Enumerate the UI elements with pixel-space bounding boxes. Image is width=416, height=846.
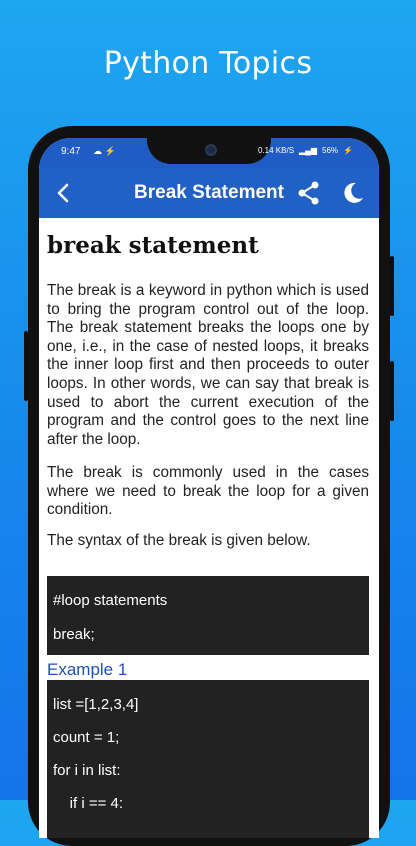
status-right [258, 146, 353, 155]
code-line: break; [53, 626, 95, 643]
front-camera-icon [205, 144, 217, 156]
side-button [390, 361, 394, 421]
article-paragraph: The break is commonly used in the cases where we need to break the loop for a given condition. [47, 464, 369, 519]
promo-title: Python Topics [103, 46, 313, 81]
status-time: 9:47 [61, 146, 81, 157]
code-line: for i in list: [53, 762, 121, 779]
example-code-block [47, 680, 369, 838]
dark-mode-icon[interactable] [339, 179, 367, 207]
signal-icon: ▂▄▆ [299, 146, 318, 155]
notification-icons: ☁ ⚡ [93, 146, 116, 156]
code-line: count = 1; [53, 729, 120, 746]
code-line: list =[1,2,3,4] [53, 696, 139, 713]
volume-button [24, 331, 28, 401]
phone-screen [39, 138, 379, 838]
status-bar [39, 138, 379, 168]
share-icon[interactable] [295, 179, 323, 207]
battery-percent: 56% [322, 146, 339, 155]
example-title: Example 1 [47, 660, 128, 679]
page-title: Break Statement [134, 182, 284, 203]
app-bar [39, 168, 379, 218]
power-button [390, 256, 394, 316]
charging-icon: ⚡ [343, 146, 353, 155]
article-heading: break statement [47, 232, 259, 259]
article-content [39, 218, 379, 838]
camera-notch [147, 138, 271, 164]
syntax-code-block [47, 576, 369, 655]
network-speed: 0.14 KB/S [258, 146, 295, 155]
code-line: if i == 4: [53, 795, 124, 812]
phone-frame [28, 126, 390, 846]
article-paragraph: The break is a keyword in python which is used to bring the program control out of the loop. The break statement breaks the loops one by one, i.e., in the case of nested loops, it breaks the inner loop first and then proceeds to outer loops. In other words, we can say that break is used to abort the current execution of the program and the control goes to the next line after the loop. [47, 282, 369, 448]
article-paragraph: The syntax of the break is given below. [47, 532, 311, 549]
code-line: #loop statements [53, 592, 168, 609]
